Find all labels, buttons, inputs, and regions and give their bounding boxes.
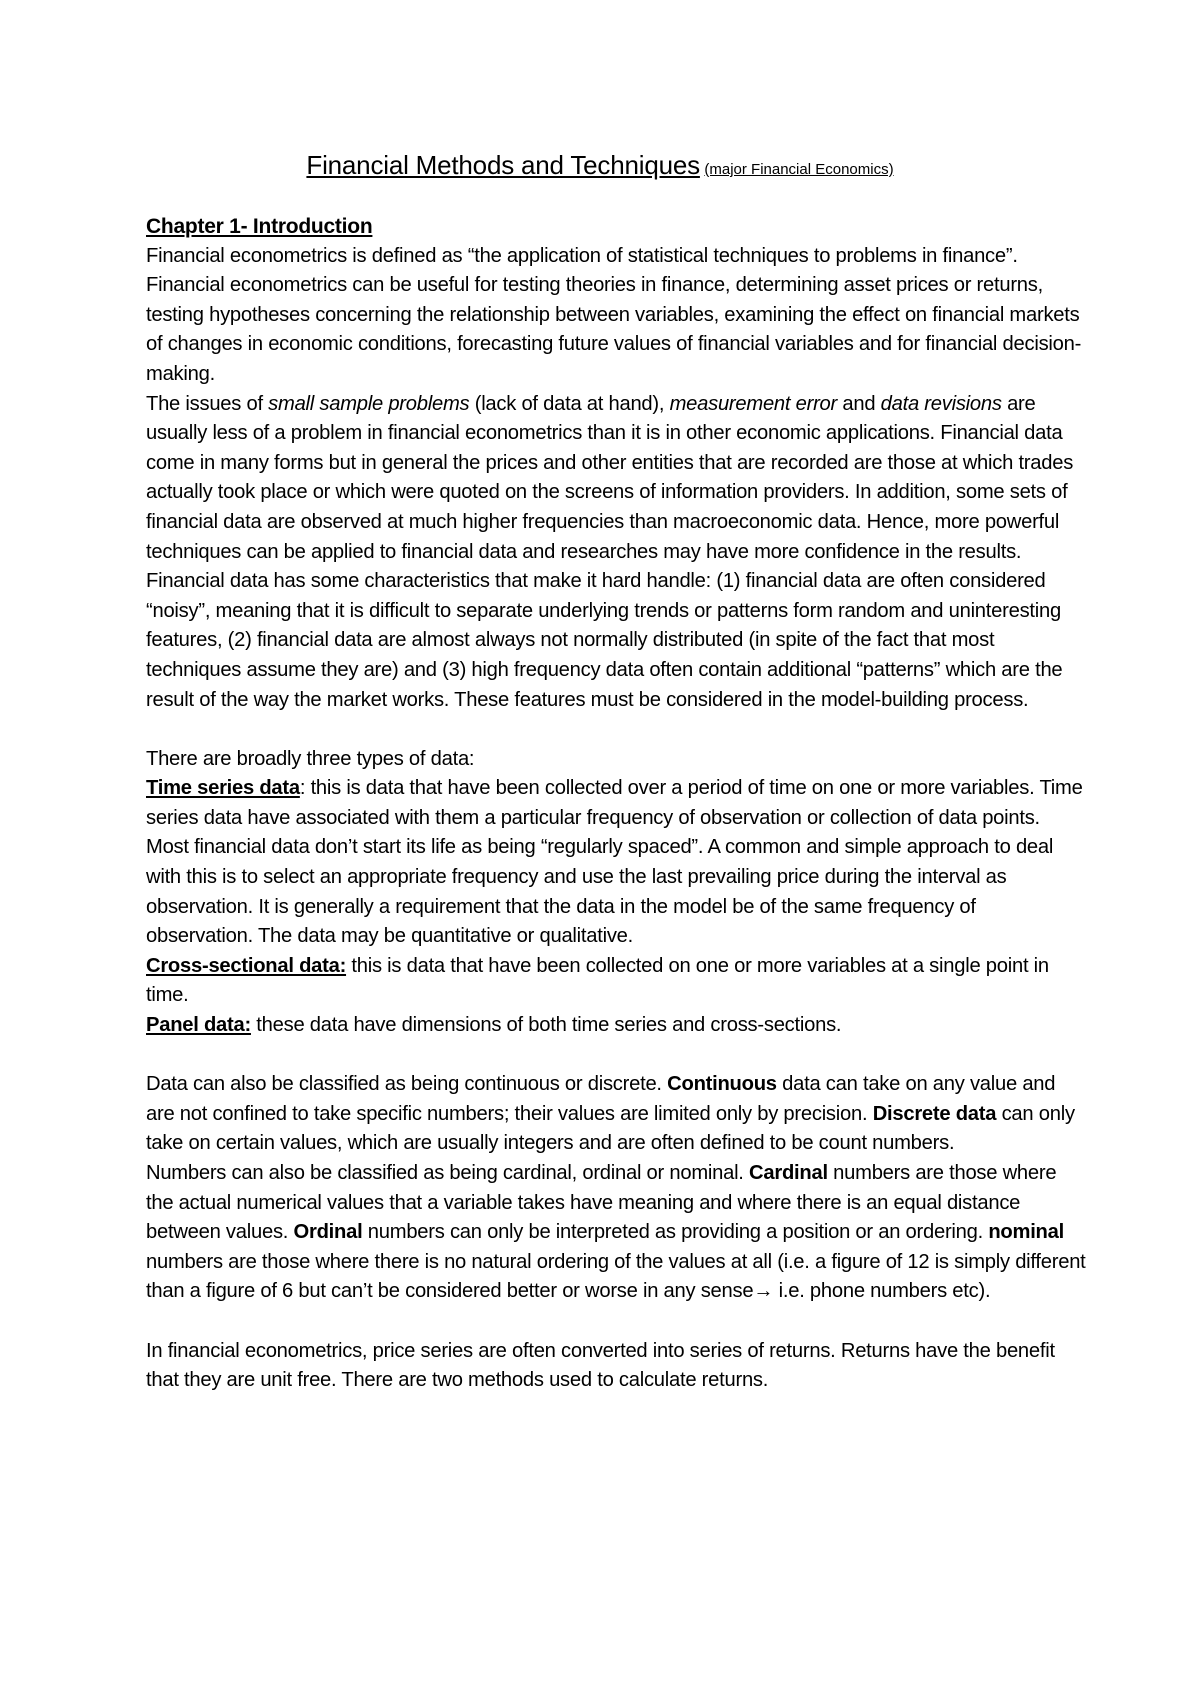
text-run: Data can also be classified as being continuous or discrete. bbox=[146, 1073, 668, 1096]
term-ordinal: Ordinal bbox=[293, 1221, 363, 1244]
term-continuous: Continuous bbox=[667, 1073, 777, 1096]
paragraph-continuous-discrete bbox=[146, 1070, 1086, 1159]
text-run: can only take on certain values, which are usually integers and are often defined to be count numbers. bbox=[146, 1102, 1075, 1155]
document-subtitle: (major Financial Economics) bbox=[704, 161, 894, 178]
spacer bbox=[146, 1307, 1086, 1337]
text-run: numbers are those where there is no natural ordering of the values at all (i.e. a figure of 12 is simply different than a figure of 6 but can’t be considered better or worse in any sense bbox=[146, 1250, 1086, 1303]
paragraph-number-types bbox=[146, 1159, 1086, 1307]
text-run: Numbers can also be classified as being cardinal, ordinal or nominal. bbox=[146, 1162, 750, 1184]
document-title: Financial Methods and Techniques bbox=[306, 150, 700, 180]
spacer bbox=[146, 1041, 1086, 1071]
title-line bbox=[0, 150, 1200, 181]
text-run: (lack of data at hand), bbox=[469, 392, 670, 415]
term-cross-sectional: Cross-sectional data: bbox=[146, 954, 347, 977]
emphasis-data-revisions: data revisions bbox=[880, 392, 1002, 415]
text-run: these data have dimensions of both time series and cross-sections. bbox=[250, 1014, 842, 1037]
text-run: The issues of bbox=[146, 392, 269, 415]
chapter-heading: Chapter 1- Introduction bbox=[146, 215, 373, 238]
term-cardinal: Cardinal bbox=[749, 1162, 828, 1184]
text-run: this is data that have been collected on one or more variables at a single point in time. bbox=[146, 954, 1049, 1007]
paragraph-data-types-intro: There are broadly three types of data: bbox=[146, 747, 475, 770]
spacer bbox=[146, 715, 1086, 745]
text-run: numbers are those where the actual numerical values that a variable takes have meaning and where there is an equal distance between values. bbox=[146, 1162, 1057, 1244]
paragraph-cross-sectional bbox=[146, 952, 1086, 1011]
term-discrete-data: Discrete data bbox=[872, 1102, 997, 1125]
paragraph-data-issues bbox=[146, 390, 1086, 568]
text-run: and bbox=[837, 392, 881, 415]
emphasis-measurement-error: measurement error bbox=[669, 392, 837, 415]
document-body bbox=[146, 212, 1086, 1396]
arrow-icon: → bbox=[753, 1280, 774, 1303]
text-run: are usually less of a problem in financial econometrics than it is in other economic applications. Financial data come in many forms but in general the prices and other entities that are recorded are those at which trades actually took place or which were quoted on the screens of information providers. In addition, some sets of financial data are observed at much higher frequencies than macroeconomic data. Hence, more powerful techniques can be applied to financial data and researches may have more confidence in the results. bbox=[146, 392, 1074, 563]
text-run: : this is data that have been collected over a period of time on one or more variables. Time series data have associated with them a particular frequency of observation or collection of data points. Most financial data don’t start its life as being “regularly spaced”. A common and simple approach to deal with this is to select an appropriate frequency and use the last prevailing price during the interval as observation. It is generally a requirement that the data in the model be of the same frequency of observation. The data may be quantitative or qualitative. bbox=[146, 777, 1083, 948]
paragraph-panel bbox=[146, 1011, 1086, 1041]
emphasis-small-sample: small sample problems bbox=[268, 392, 470, 415]
term-time-series: Time series data bbox=[146, 777, 300, 800]
text-run: data can take on any value and are not confined to take specific numbers; their values are limited only by precision. bbox=[146, 1073, 1056, 1125]
term-panel: Panel data: bbox=[146, 1014, 251, 1037]
paragraph-definition: Financial econometrics is defined as “the application of statistical techniques to problems in finance”. Financial econometrics can be useful for testing theories in finance, determining asset prices or returns, testing hypotheses concerning the relationship between variables, examining the effect on financial markets of changes in economic conditions, forecasting future values of financial variables and for financial decision-making. bbox=[146, 244, 1082, 385]
text-run: i.e. phone numbers etc). bbox=[773, 1280, 991, 1303]
text-run: numbers can only be interpreted as providing a position or an ordering. bbox=[362, 1221, 989, 1244]
paragraph-time-series bbox=[146, 774, 1086, 952]
term-nominal: nominal bbox=[988, 1221, 1064, 1244]
paragraph-returns: In financial econometrics, price series are often converted into series of returns. Returns have the benefit that they are unit free. There are two methods used to calculate returns. bbox=[146, 1339, 1055, 1392]
paragraph-characteristics: Financial data has some characteristics that make it hard handle: (1) financial data are often considered “noisy”, meaning that it is difficult to separate underlying trends or patterns form random and uninteresting features, (2) financial data are almost always not normally distributed (in spite of the fact that most techniques assume they are) and (3) high frequency data often contain additional “patterns” which are the result of the way the market works. These features must be considered in the model-building process. bbox=[146, 570, 1063, 711]
